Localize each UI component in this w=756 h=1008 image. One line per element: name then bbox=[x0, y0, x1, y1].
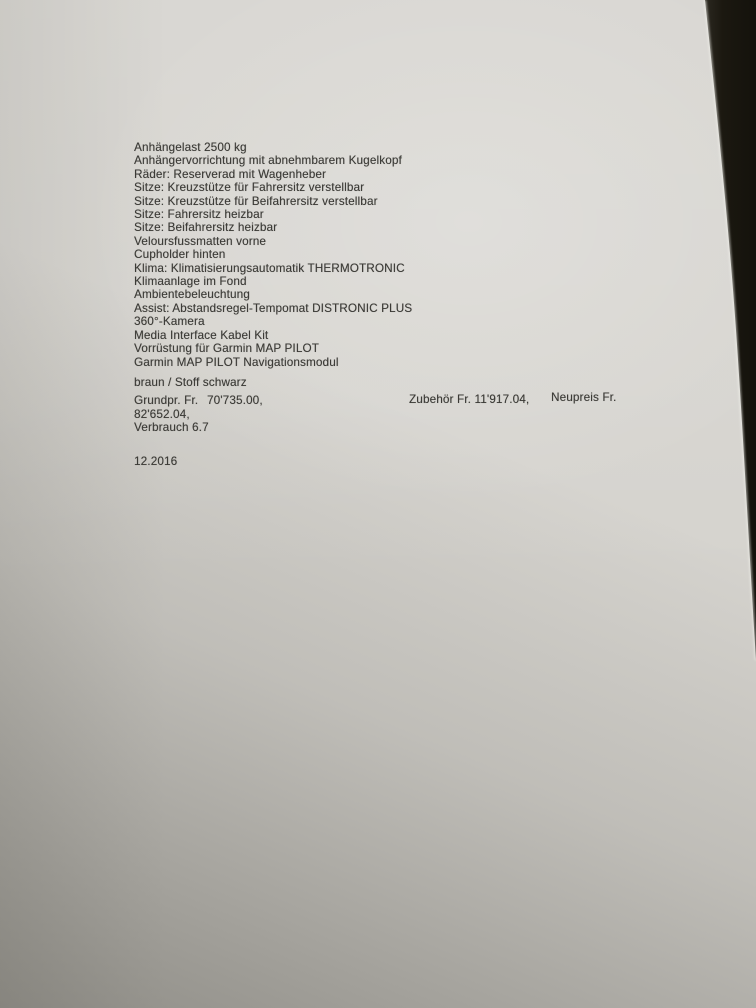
option-line: Sitze: Beifahrersitz heizbar bbox=[134, 221, 278, 235]
zubehoer-price: Zubehör Fr. 11'917.04, bbox=[409, 393, 530, 406]
option-line: Sitze: Kreuzstütze für Beifahrersitz verstellbar bbox=[134, 194, 378, 208]
option-line: Garmin MAP PILOT Navigationsmodul bbox=[134, 355, 339, 369]
paper-edge-shadow bbox=[705, 0, 756, 660]
option-line: Media Interface Kabel Kit bbox=[134, 328, 269, 342]
option-line: Veloursfussmatten vorne bbox=[134, 234, 267, 248]
option-list bbox=[134, 141, 412, 369]
option-line: Anhängervorrichtung mit abnehmbarem Kugelkopf bbox=[134, 154, 402, 168]
grundpreis-label: Grundpr. Fr. bbox=[134, 394, 199, 407]
grundpreis-value: 70'735.00, bbox=[207, 394, 263, 407]
option-line: Assist: Abstandsregel-Tempomat DISTRONIC PLUS bbox=[134, 301, 413, 315]
option-line: Sitze: Fahrersitz heizbar bbox=[134, 208, 264, 222]
option-line: Anhängelast 2500 kg bbox=[134, 141, 247, 154]
verbrauch-line: Verbrauch 6.7 bbox=[134, 421, 209, 434]
option-line: 360°-Kamera bbox=[134, 315, 205, 329]
option-line: Klimaanlage im Fond bbox=[134, 275, 247, 289]
option-line: Räder: Reserverad mit Wagenheber bbox=[134, 167, 327, 181]
upholstery-line: braun / Stoff schwarz bbox=[134, 376, 247, 389]
option-line: Cupholder hinten bbox=[134, 248, 226, 262]
dark-background-wedge bbox=[694, 0, 756, 672]
option-line: Vorrüstung für Garmin MAP PILOT bbox=[134, 342, 320, 356]
option-line: Klima: Klimatisierungsautomatik THERMOTRONIC bbox=[134, 261, 405, 275]
option-line: Sitze: Kreuzstütze für Fahrersitz verstellbar bbox=[134, 181, 365, 195]
neupreis-label: Neupreis Fr. bbox=[551, 391, 617, 404]
option-line: Ambientebeleuchtung bbox=[134, 288, 250, 302]
price-line-2: 82'652.04, bbox=[134, 408, 190, 421]
document-date: 12.2016 bbox=[134, 455, 178, 468]
